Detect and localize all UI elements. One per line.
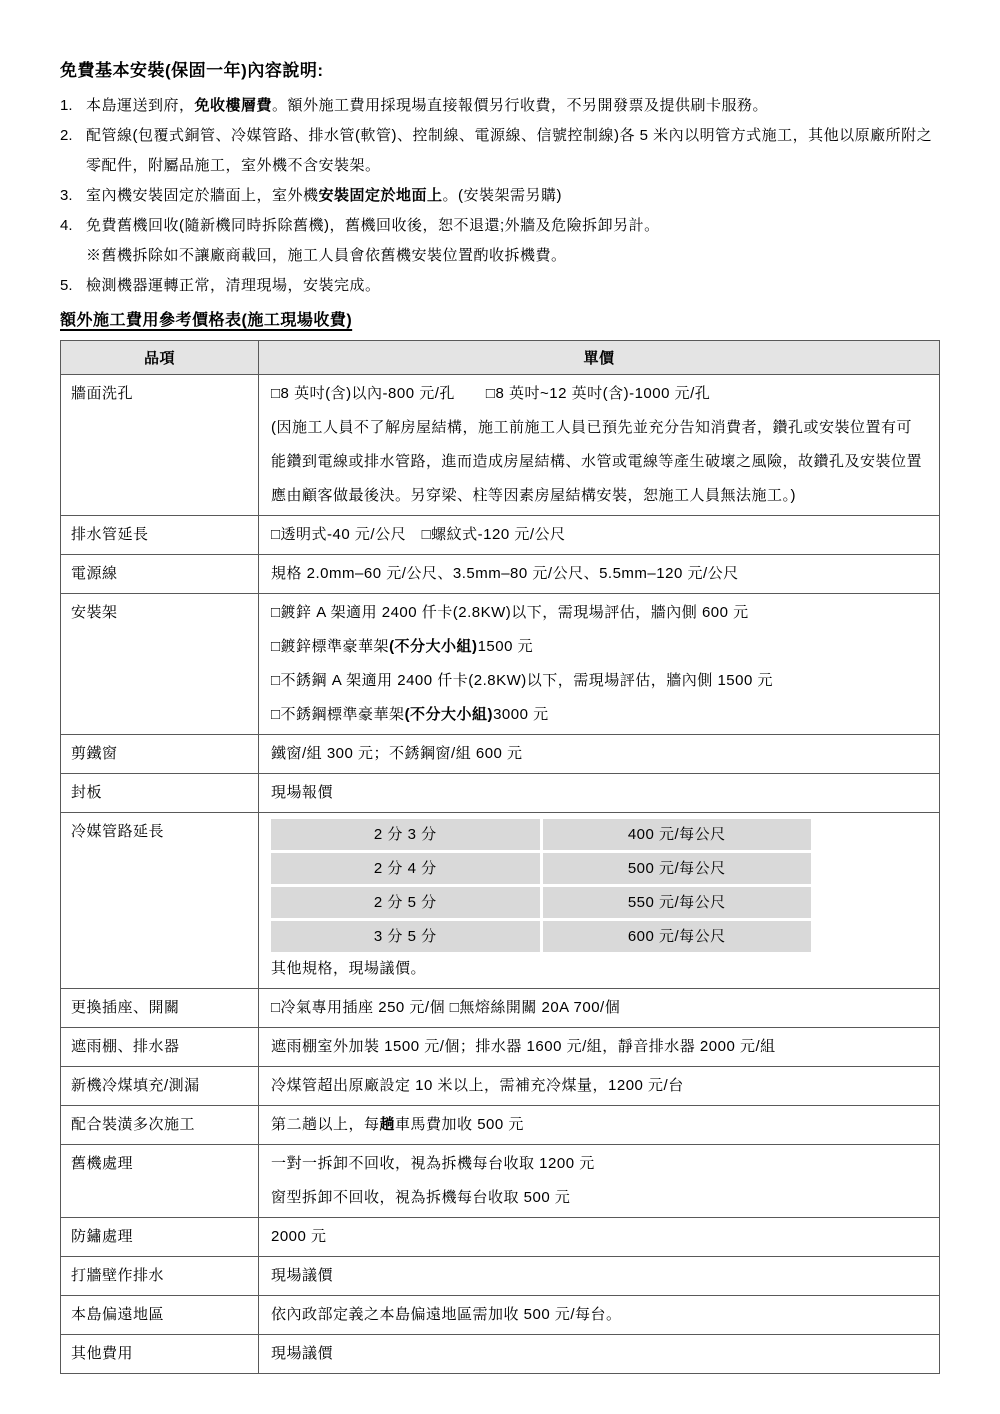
text-segment: (因施工人員不了解房屋結構，施工前施工人員已預先並充分告知消費者，鑽孔或安裝位置有可能鑽到電線或排水管路，進而造成房屋結構、水管或電線等產生破壞之風險，故鑽孔及安裝位置應由顧客做最後決。另穿梁、柱等因素房屋結構安裝，恕施工人員無法施工。) xyxy=(271,419,923,504)
text-segment: □不銹鋼標準豪華架 xyxy=(271,706,405,723)
price-text-line xyxy=(271,1337,927,1371)
note-number: 4. xyxy=(60,217,73,234)
installation-notes-list xyxy=(60,91,940,301)
note-number: 5. xyxy=(60,277,73,294)
text-segment: 。額外施工費用採現場直接報價另行收費，不另開發票及提供刷卡服務。 xyxy=(272,97,769,114)
price-cell xyxy=(259,1296,940,1335)
nested-price-cell: 500 元/每公尺 xyxy=(543,853,812,884)
note-item xyxy=(60,121,940,181)
item-name-cell: 剪鐵窗 xyxy=(61,735,259,774)
text-segment: □不銹鋼 A 架適用 2400 仟卡(2.8KW)以下，需現場評估，牆內側 1500 元 xyxy=(271,672,773,689)
item-name-cell: 防鏽處理 xyxy=(61,1218,259,1257)
table-body xyxy=(61,375,940,1374)
price-text-line xyxy=(271,1181,927,1215)
price-cell xyxy=(259,1335,940,1374)
table-row xyxy=(61,375,940,516)
table-row xyxy=(61,1218,940,1257)
note-number: 3. xyxy=(60,187,73,204)
item-name-cell: 新機冷煤填充/測漏 xyxy=(61,1067,259,1106)
price-text-line xyxy=(271,664,927,698)
price-text-line xyxy=(271,952,927,986)
item-name-cell: 冷媒管路延長 xyxy=(61,813,259,989)
price-text-line xyxy=(271,518,927,552)
item-name-cell: 舊機處理 xyxy=(61,1145,259,1218)
text-segment: 冷煤管超出原廠設定 10 米以上，需補充冷煤量，1200 元/台 xyxy=(271,1077,684,1094)
price-table-title-text: 額外施工費用參考價格表(施工現場收費) xyxy=(60,312,353,329)
note-line xyxy=(86,121,940,181)
emphasized-text: (不分大小組) xyxy=(404,706,494,723)
text-segment: 第二趟以上，每 xyxy=(271,1116,380,1133)
text-segment: 一對一拆卸不回收，視為拆機每台收取 1200 元 xyxy=(271,1155,595,1172)
text-segment: 。(安裝架需另購) xyxy=(442,187,563,204)
price-text-line xyxy=(271,737,927,771)
price-cell xyxy=(259,1106,940,1145)
price-cell xyxy=(259,1067,940,1106)
note-body xyxy=(86,91,940,121)
table-row xyxy=(61,735,940,774)
note-item xyxy=(60,271,940,301)
price-text-line xyxy=(271,1108,927,1142)
text-segment: 2000 元 xyxy=(271,1228,327,1245)
text-segment: ※舊機拆除如不讓廠商載回，施工人員會依舊機安裝位置酌收拆機費。 xyxy=(86,247,567,264)
item-name-cell: 安裝架 xyxy=(61,594,259,735)
table-row xyxy=(61,1106,940,1145)
item-name-cell: 遮雨棚、排水器 xyxy=(61,1028,259,1067)
text-segment: 遮雨棚室外加裝 1500 元/個；排水器 1600 元/組，靜音排水器 2000 元/組 xyxy=(271,1038,776,1055)
table-row xyxy=(61,813,940,989)
nested-spec-cell: 2 分 5 分 xyxy=(271,887,540,918)
price-cell xyxy=(259,375,940,516)
nested-price-cell: 600 元/每公尺 xyxy=(543,921,812,952)
item-name-cell: 電源線 xyxy=(61,555,259,594)
table-row xyxy=(61,1335,940,1374)
nested-price-table xyxy=(271,819,811,952)
nested-price-cell: 550 元/每公尺 xyxy=(543,887,812,918)
text-segment: 車馬費加收 500 元 xyxy=(395,1116,524,1133)
nested-price-cell: 400 元/每公尺 xyxy=(543,819,812,850)
text-segment: 現場議價 xyxy=(271,1345,334,1362)
table-row xyxy=(61,1028,940,1067)
price-cell xyxy=(259,813,940,989)
text-segment: 室內機安裝固定於牆面上，室外機 xyxy=(86,187,319,204)
emphasized-text: (不分大小組) xyxy=(389,638,478,655)
table-row xyxy=(61,1296,940,1335)
nested-spec-cell: 3 分 5 分 xyxy=(271,921,540,952)
table-header-row xyxy=(61,341,940,375)
note-line xyxy=(86,181,940,211)
price-cell xyxy=(259,1218,940,1257)
note-number: 2. xyxy=(60,127,73,144)
price-cell xyxy=(259,1257,940,1296)
price-cell xyxy=(259,735,940,774)
item-name-cell: 其他費用 xyxy=(61,1335,259,1374)
table-row xyxy=(61,1257,940,1296)
text-segment: 3000 元 xyxy=(493,706,549,723)
note-item xyxy=(60,91,940,121)
nested-spec-cell: 2 分 3 分 xyxy=(271,819,540,850)
text-segment: □鍍鋅 A 架適用 2400 仟卡(2.8KW)以下，需現場評估，牆內側 600 元 xyxy=(271,604,749,621)
price-text-line xyxy=(271,1147,927,1181)
table-row xyxy=(61,594,940,735)
price-text-line xyxy=(271,1069,927,1103)
note-body xyxy=(86,121,940,181)
text-segment: 窗型拆卸不回收，視為拆機每台收取 500 元 xyxy=(271,1189,571,1206)
table-row xyxy=(61,989,940,1028)
text-segment: □鍍鋅標準豪華架 xyxy=(271,638,390,655)
price-text-line xyxy=(271,411,927,513)
col-header-item: 品項 xyxy=(61,341,259,375)
text-segment: 本島運送到府， xyxy=(86,97,195,114)
text-segment: 免費舊機回收(隨新機同時拆除舊機)，舊機回收後，恕不退還;外牆及危險拆卸另計。 xyxy=(86,217,660,234)
price-cell xyxy=(259,594,940,735)
item-name-cell: 封板 xyxy=(61,774,259,813)
price-text-line xyxy=(271,776,927,810)
price-cell xyxy=(259,989,940,1028)
price-text-line xyxy=(271,1030,927,1064)
document-title: 免費基本安裝(保固一年)內容說明: xyxy=(60,61,324,80)
text-segment: 其他規格，現場議價。 xyxy=(271,960,427,977)
text-segment: 現場議價 xyxy=(271,1267,334,1284)
text-segment: 配管線(包覆式銅管、冷媒管路、排水管(軟管)、控制線、電源線、信號控制線)各 5 米內以明管方式施工，其他以原廠所附之零配件，附屬品施工，室外機不含安裝架。 xyxy=(86,127,933,174)
table-row xyxy=(61,1067,940,1106)
text-segment: 依內政部定義之本島偏遠地區需加收 500 元/每台。 xyxy=(271,1306,622,1323)
text-segment: 檢測機器運轉正常，清理現場，安裝完成。 xyxy=(86,277,381,294)
emphasized-text: 趟 xyxy=(379,1116,396,1133)
text-segment: □透明式-40 元/公尺 □螺紋式-120 元/公尺 xyxy=(271,526,566,543)
note-item xyxy=(60,181,940,211)
price-text-line xyxy=(271,596,927,630)
note-number: 1. xyxy=(60,97,73,114)
emphasized-text: 安裝固定於地面上 xyxy=(318,187,443,204)
price-cell xyxy=(259,555,940,594)
price-text-line xyxy=(271,377,927,411)
price-cell xyxy=(259,1145,940,1218)
extra-fees-price-table xyxy=(60,340,940,1374)
price-table-title xyxy=(60,307,940,330)
text-segment: 規格 2.0mm–60 元/公尺、3.5mm–80 元/公尺、5.5mm–120 元/公尺 xyxy=(271,565,739,582)
price-cell xyxy=(259,1028,940,1067)
price-cell xyxy=(259,774,940,813)
item-name-cell: 排水管延長 xyxy=(61,516,259,555)
item-name-cell: 本島偏遠地區 xyxy=(61,1296,259,1335)
text-segment: 鐵窗/組 300 元；不銹鋼窗/組 600 元 xyxy=(271,745,523,762)
note-line xyxy=(86,91,940,121)
note-line xyxy=(86,271,940,301)
note-line xyxy=(86,211,940,241)
note-line xyxy=(86,241,940,271)
price-cell xyxy=(259,516,940,555)
price-text-line xyxy=(271,630,927,664)
emphasized-text: 免收樓層費 xyxy=(194,97,273,114)
table-row xyxy=(61,555,940,594)
table-row xyxy=(61,774,940,813)
text-segment: □冷氣專用插座 250 元/個 □無熔絲開關 20A 700/個 xyxy=(271,999,621,1016)
price-text-line xyxy=(271,698,927,732)
note-body xyxy=(86,211,940,271)
text-segment: 1500 元 xyxy=(477,638,534,655)
price-text-line xyxy=(271,1220,927,1254)
note-body xyxy=(86,271,940,301)
text-segment: 現場報價 xyxy=(271,784,334,801)
price-text-line xyxy=(271,1298,927,1332)
item-name-cell: 配合裝潢多次施工 xyxy=(61,1106,259,1145)
text-segment: □8 英吋(含)以內-800 元/孔 □8 英吋~12 英吋(含)-1000 元/孔 xyxy=(271,385,711,402)
price-text-line xyxy=(271,991,927,1025)
table-row xyxy=(61,516,940,555)
price-text-line xyxy=(271,1259,927,1293)
note-item xyxy=(60,211,940,271)
col-header-unit-price: 單價 xyxy=(259,341,940,375)
item-name-cell: 打牆壁作排水 xyxy=(61,1257,259,1296)
item-name-cell: 更換插座、開關 xyxy=(61,989,259,1028)
nested-spec-cell: 2 分 4 分 xyxy=(271,853,540,884)
price-text-line xyxy=(271,557,927,591)
table-row xyxy=(61,1145,940,1218)
note-body xyxy=(86,181,940,211)
item-name-cell: 牆面洗孔 xyxy=(61,375,259,516)
